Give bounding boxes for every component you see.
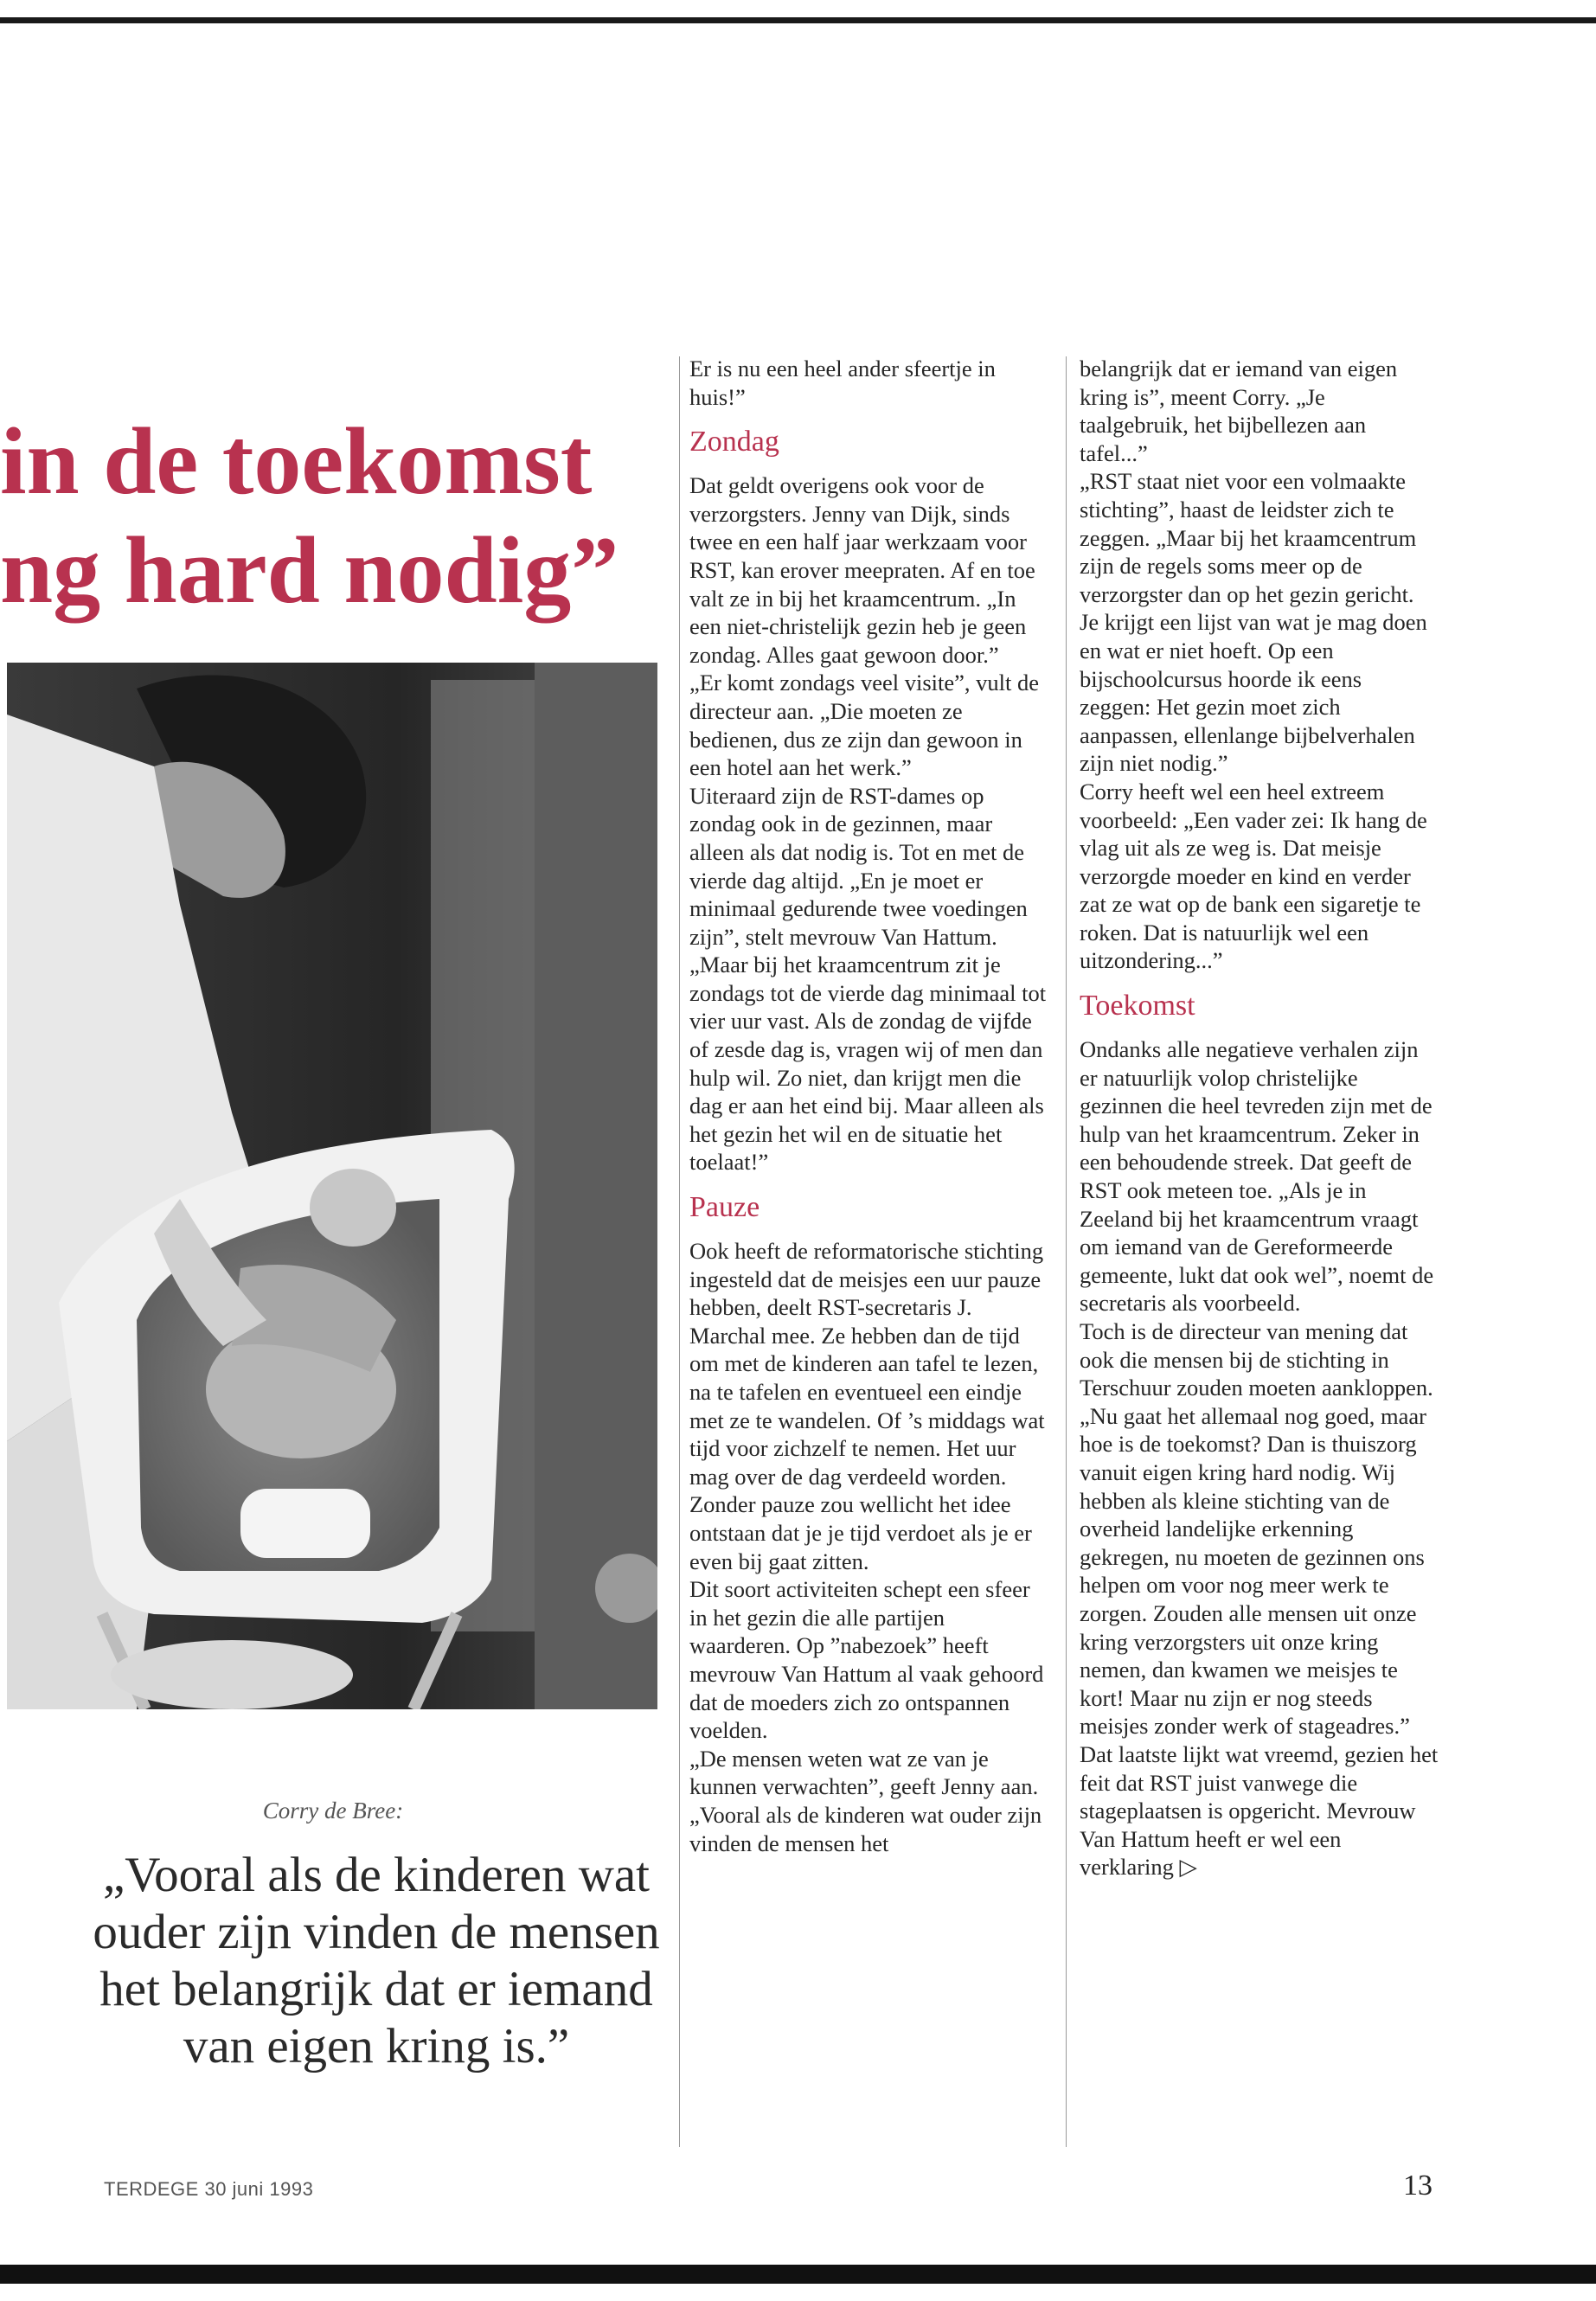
section-heading: Zondag [689,426,779,458]
baby-bath-photo [7,663,657,1709]
section-heading: Pauze [689,1191,760,1224]
page-number: 13 [1403,2170,1433,2202]
article-paragraph: „Er komt zondags veel visite”, vult de directeur aan. „Die moeten ze bedienen, dus ze zijn dan gewoon in een hotel aan het werk.” [689,670,1040,781]
article-paragraph: Dat geldt overigens ook voor de verzorgsters. Jenny van Dijk, sinds twee en een half jaar werkzaam voor RST, kan erover meepraten. Af en toe valt ze in bij het kraamcentrum. „In een niet-christelijk gezin heb je geen zondag. Alles gaat gewoon door.” [689,472,1035,668]
article-paragraph: „RST staat niet voor een volmaakte stichting”, haast de leidster zich te zeggen. „Maar bij het kraamcentrum zijn de regels soms meer op de verzorgster dan op het gezin gericht. Je krijgt een lijst van wat je mag doen en wat er niet hoeft. Op een bijschoolcursus hoorde ik eens zeggen: Het gezin moet zich aanpassen, ellenlange bijbelverhalen zijn niet nodig.” [1080,468,1427,777]
bottom-rule [0,2265,1596,2284]
column-divider [1066,356,1067,2147]
article-paragraph: Corry heeft wel een heel extreem voorbeeld: „Een vader zei: Ik hang de vlag uit als ze weg is. Dat meisje verzorgde moeder en kind en verder zat ze wat op de bank een sigaretje te roken. Dat is natuurlijk wel een uitzondering...” [1080,778,1427,974]
caption-name: Corry de Bree: [262,1798,404,1823]
article-paragraph: Dit soort activiteiten schept een sfeer in het gezin die alle partijen waarderen. Op ”nabezoek” heeft mevrouw Van Hattum al vaak gehoord dat de moeders zich zo ontspannen voelden. [689,1576,1044,1744]
article-paragraph: Dat laatste lijkt wat vreemd, gezien het feit dat RST juist vanwege die stageplaatsen is opgericht. Mevrouw Van Hattum heeft er wel een verklaring ▷ [1080,1740,1439,1881]
article-paragraph: „Vooral als de kinderen wat ouder zijn vinden de mensen het [689,1801,1042,1856]
column-divider [679,356,680,2147]
headline-line-2: ng hard nodig” [0,517,619,623]
article-paragraph: „De mensen weten wat ze van je kunnen verwachten”, geeft Jenny aan. [689,1745,1039,1800]
article-column-2 [1080,355,1439,1881]
article-paragraph: belangrijk dat er iemand van eigen kring is”, meent Corry. „Je taalgebruik, het bijbellezen aan tafel...” [1080,356,1398,466]
section-heading: Toekomst [1080,990,1195,1022]
article-paragraph: Ondanks alle negatieve verhalen zijn er natuurlijk volop christelijke gezinnen die heel tevreden zijn met de hulp van het kraamcentrum. Zeker in een behoudende streek. Dat geeft de RST ook meteen toe. „Als je in Zeeland bij het kraamcentrum vraagt om iemand van de Gereformeerde gemeente, lukt dat ook wel”, noemt de secretaris als voorbeeld. [1080,1036,1434,1317]
headline [0,407,666,625]
top-rule [0,17,1596,23]
article-paragraph: Er is nu een heel ander sfeertje in huis!” [689,356,996,410]
article-paragraph: Uiteraard zijn de RST-dames op zondag ook in de gezinnen, maar alleen als dat nodig is. Tot en met de vierde dag altijd. „En je moet er minimaal gedurende twee voedingen zijn”, stelt mevrouw Van Hattum. „Maar bij het kraamcentrum zit je zondags tot de vierde dag minimaal tot vier uur vast. Als de zondag de vijfde of zesde dag is, vragen wij of men dan hulp wil. Zo niet, dan krijgt men die dag er aan het eind bij. Maar alleen als het gezin het wil en de situatie het toelaat!” [689,782,1047,1176]
article-paragraph: Ook heeft de reformatorische stichting ingesteld dat de meisjes een uur pauze hebben, deelt RST-secretaris J. Marchal mee. Ze hebben dan de tijd om met de kinderen aan tafel te lezen, na te tafelen en eventueel een eindje met ze te wandelen. Of ’s middags wat tijd voor zichzelf te nemen. Het uur mag over de dag verdeeld worden. Zonder pauze zou wellicht het idee ontstaan dat je je tijd verdoet als je er even bij gaat zitten. [689,1238,1045,1574]
article-paragraph: Toch is de directeur van mening dat ook die mensen bij de stichting in Terschuur zouden moeten aankloppen. „Nu gaat het allemaal nog goed, maar hoe is de toekomst? Dan is thuiszorg vanuit eigen kring hard nodig. Wij hebben als kleine stichting van de overheid landelijke erkenning gekregen, nu moeten de gezinnen ons helpen om voor nog meer werk te zorgen. Zouden alle mensen uit onze kring verzorgsters uit onze kring nemen, dan kwamen we meisjes te kort! Maar nu zijn er nog steeds meisjes zonder werk of stageadres.” [1080,1318,1433,1740]
article-column-1 [689,355,1048,1857]
headline-line-1: in de toekomst [0,408,593,514]
publication-footer: TERDEGE 30 juni 1993 [104,2178,314,2200]
baby-bath-photo-icon [7,663,657,1709]
pull-quote: „Vooral als de kinderen wat ouder zijn vinden de mensen het belangrijk dat er iemand van eigen kring is.” [93,1848,660,2073]
